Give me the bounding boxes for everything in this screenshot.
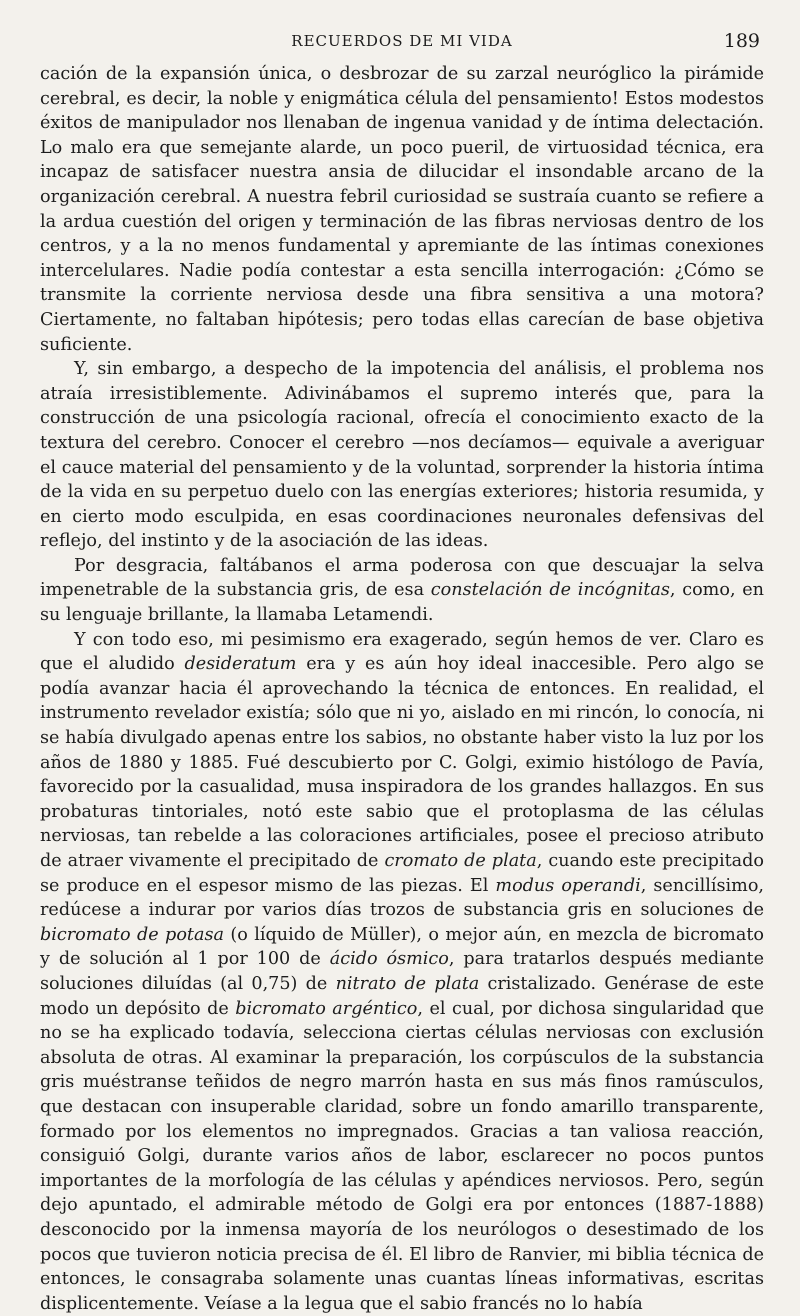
- paragraph: [40, 554, 764, 628]
- paragraph: [40, 62, 764, 357]
- text-segment: era y es aún hoy ideal inaccesible. Pero algo se podía avanzar hacia él aprovechando la técnica de entonces. En realidad, el instrumento revelador existía; sólo que ni yo, aislado en mi rincón, lo conocía, ni se había divulgado apenas entre los sabios, no obstante haber visto la luz por los años de 1880 y 1885. Fué descubierto por C. Golgi, eximio histólogo de Pavía, favorecido por la casualidad, musa inspiradora de los grandes hallazgos. En sus probaturas tintoriales, notó este sabio que el protoplasma de las células nerviosas, tan rebelde a las coloraciones artificiales, posee el precioso atributo de atraer vivamente el precipitado de: [40, 654, 764, 871]
- italic-text-segment: modus operandi: [495, 875, 641, 896]
- text-segment: , como, en su lenguaje brillante, la llamaba Letamendi.: [40, 580, 764, 626]
- text-segment: , cuando este precipitado se produce en el espesor mismo de las piezas. El: [40, 851, 764, 896]
- text-segment: (o líquido de Müller), o mejor aún, en mezcla de bicromato y de solución al 1 por 100 de: [40, 924, 765, 970]
- text-segment: , para tratarlos después mediante soluciones diluídas (al 0,75) de: [40, 949, 765, 994]
- italic-text-segment: bicromato de potasa: [40, 924, 224, 945]
- italic-text-segment: constelación de incógnitas: [430, 580, 670, 601]
- paragraph: [40, 357, 764, 554]
- running-title: RECUERDOS DE MI VIDA: [291, 32, 513, 50]
- running-header: [40, 22, 764, 62]
- italic-text-segment: cromato de plata: [384, 851, 537, 871]
- body-text: [40, 62, 764, 1316]
- italic-text-segment: nitrato de plata: [335, 973, 480, 994]
- text-segment: Y con todo eso, mi pesimismo era exagerado, según hemos de ver. Claro es que el aludido: [40, 629, 764, 675]
- text-segment: cación de la expansión única, o desbrozar de su zarzal neuróglico la pirámide cerebral, es decir, la noble y enigmática célula del pensamiento! Estos modestos éxitos de manipulador nos llenaban de ingenua vanidad y de íntima delectación. Lo malo era que semejante alarde, un poco pueril, de virtuosidad técnica, era incapaz de satisfacer nuestra ansia de dilucidar el insondable arcano de la organización cerebral. A nuestra febril curiosidad se sustraía cuanto se refiere a la ardua cuestión del origen y terminación de las fibras nerviosas dentro de los centros, y a la no menos fundamental y apremiante de las íntimas conexiones intercelulares. Nadie podía contestar a esta sencilla interrogación: ¿Cómo se transmite la corriente nerviosa desde una fibra sensitiva a una motora? Ciertamente, no faltaban hipótesis; pero todas ellas carecían de base objetiva suficiente.: [40, 64, 764, 355]
- text-segment: , el cual, por dichosa singularidad que no se ha explicado todavía, selecciona ciertas células nerviosas con exclusión absoluta de otras. Al examinar la preparación, los corpúsculos de la substancia gris muéstranse teñidos de negro marrón hasta en sus más finos ramúsculos, que destacan con insuperable claridad, sobre un fondo amarillo transparente, formado por los elementos no impregnados. Gracias a tan valiosa reacción, consiguió Golgi, durante varios años de labor, esclarecer no pocos puntos importantes de la morfología de las células y apéndices nerviosos. Pero, según dejo apuntado, el admirable método de Golgi era por entonces (1887-1888) desconocido por la inmensa mayoría de los neurólogos o desestimado de los pocos que tuvieron noticia precisa de él. El libro de Ranvier, mi biblia técnica de entonces, le consagraba solamente unas cuantas líneas informativas, escritas displicentemente. Veíase a la legua que el sabio francés no lo había: [40, 998, 764, 1314]
- page-number: 189: [723, 30, 760, 52]
- text-segment: , sencillísimo, redúcese a indurar por varios días trozos de substancia gris en soluciones de: [40, 875, 764, 921]
- italic-text-segment: desideratum: [184, 654, 297, 675]
- text-segment: Por desgracia, faltábanos el arma poderosa con que descuajar la selva impenetrable de la substancia gris, de esa: [40, 555, 764, 601]
- text-segment: Y, sin embargo, a despecho de la impotencia del análisis, el problema nos atraía irresistiblemente. Adivinábamos el supremo interés que, para la construcción de una psicología racional, ofrecía el conocimiento exacto de la textura del cerebro. Conocer el cerebro —nos decíamos— equivale a averiguar el cauce material del pensamiento y de la voluntad, sorprender la historia íntima de la vida en su perpetuo duelo con las energías exteriores; historia resumida, y en cierto modo esculpida, en esas coordinaciones neuronales defensivas del reflejo, del instinto y de la asociación de las ideas.: [40, 359, 764, 552]
- italic-text-segment: bicromato argéntico: [235, 998, 418, 1019]
- italic-text-segment: ácido ósmico: [329, 949, 449, 970]
- text-segment: cristalizado. Genérase de este modo un depósito de: [40, 973, 764, 1019]
- paragraph: [40, 628, 764, 1316]
